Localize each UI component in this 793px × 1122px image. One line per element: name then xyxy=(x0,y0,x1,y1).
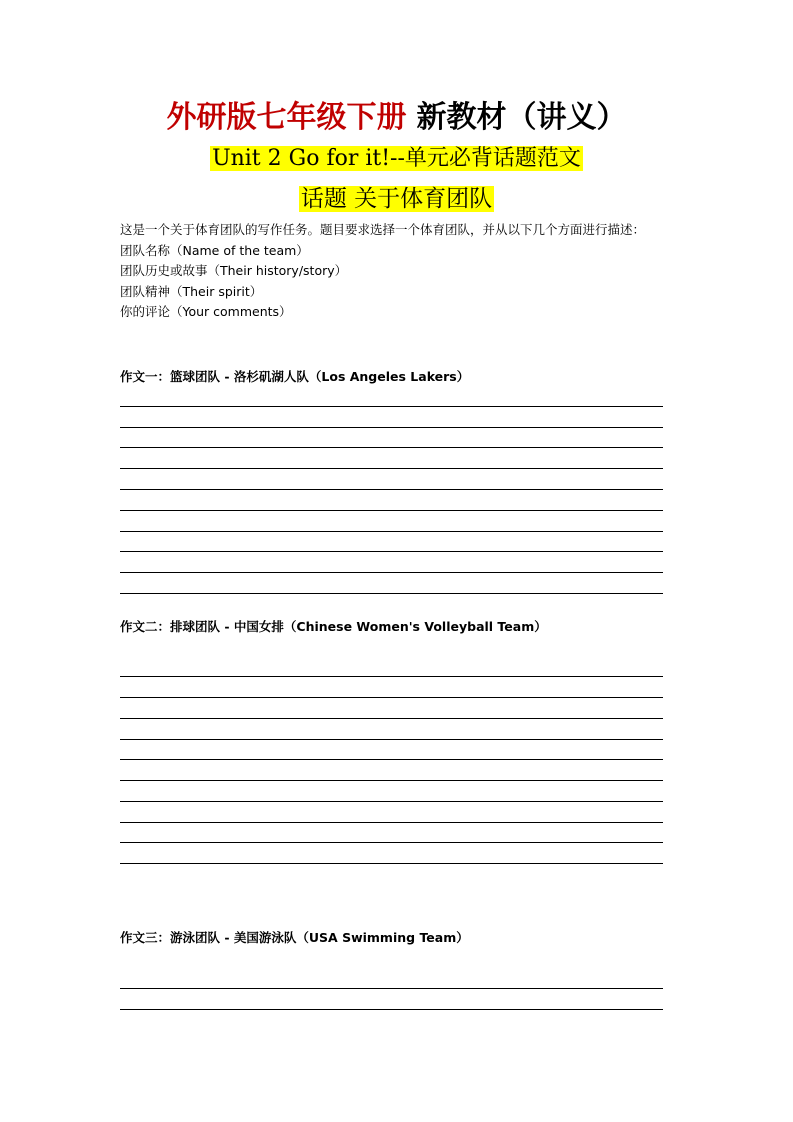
writing-line xyxy=(120,759,663,760)
writing-line xyxy=(120,427,663,428)
writing-line xyxy=(120,801,663,802)
page-title xyxy=(0,96,793,140)
writing-line xyxy=(120,593,663,594)
topic-subtitle-text: 话题 关于体育团队 xyxy=(300,186,493,212)
writing-line xyxy=(120,551,663,552)
writing-line xyxy=(120,988,663,989)
writing-line xyxy=(120,676,663,677)
title-textbook: 外研版七年级下册 xyxy=(166,100,407,135)
writing-line xyxy=(120,406,663,407)
unit-subtitle xyxy=(0,142,793,176)
title-edition: 新教材（讲义） xyxy=(416,100,627,135)
essay-1-heading: 作文一：篮球团队 - 洛杉矶湖人队（Los Angeles Lakers） xyxy=(120,369,470,384)
task-description: 这是一个关于体育团队的写作任务。题目要求选择一个体育团队，并从以下几个方面进行描述： xyxy=(120,222,646,237)
writing-line xyxy=(120,863,663,864)
essay-3-heading: 作文三：游泳团队 - 美国游泳队（USA Swimming Team） xyxy=(120,930,469,945)
essay-2-heading: 作文二：排球团队 - 中国女排（Chinese Women's Volleyball Team） xyxy=(120,619,547,634)
writing-line xyxy=(120,572,663,573)
task-point-name: 团队名称（Name of the team） xyxy=(120,242,309,258)
task-intro xyxy=(120,220,680,323)
writing-line xyxy=(120,739,663,740)
writing-line xyxy=(120,510,663,511)
writing-line xyxy=(120,489,663,490)
unit-subtitle-text: Unit 2 Go for it!--单元必背话题范文 xyxy=(212,146,581,171)
writing-line xyxy=(120,468,663,469)
writing-line xyxy=(120,1009,663,1010)
task-point-comments: 你的评论（Your comments） xyxy=(120,304,292,320)
writing-line xyxy=(120,780,663,781)
topic-subtitle xyxy=(0,182,793,217)
task-point-history: 团队历史或故事（Their history/story） xyxy=(120,263,348,279)
writing-line xyxy=(120,718,663,719)
task-point-spirit: 团队精神（Their spirit） xyxy=(120,283,263,299)
writing-line xyxy=(120,842,663,843)
writing-line xyxy=(120,447,663,448)
writing-line xyxy=(120,531,663,532)
writing-line xyxy=(120,822,663,823)
writing-line xyxy=(120,697,663,698)
